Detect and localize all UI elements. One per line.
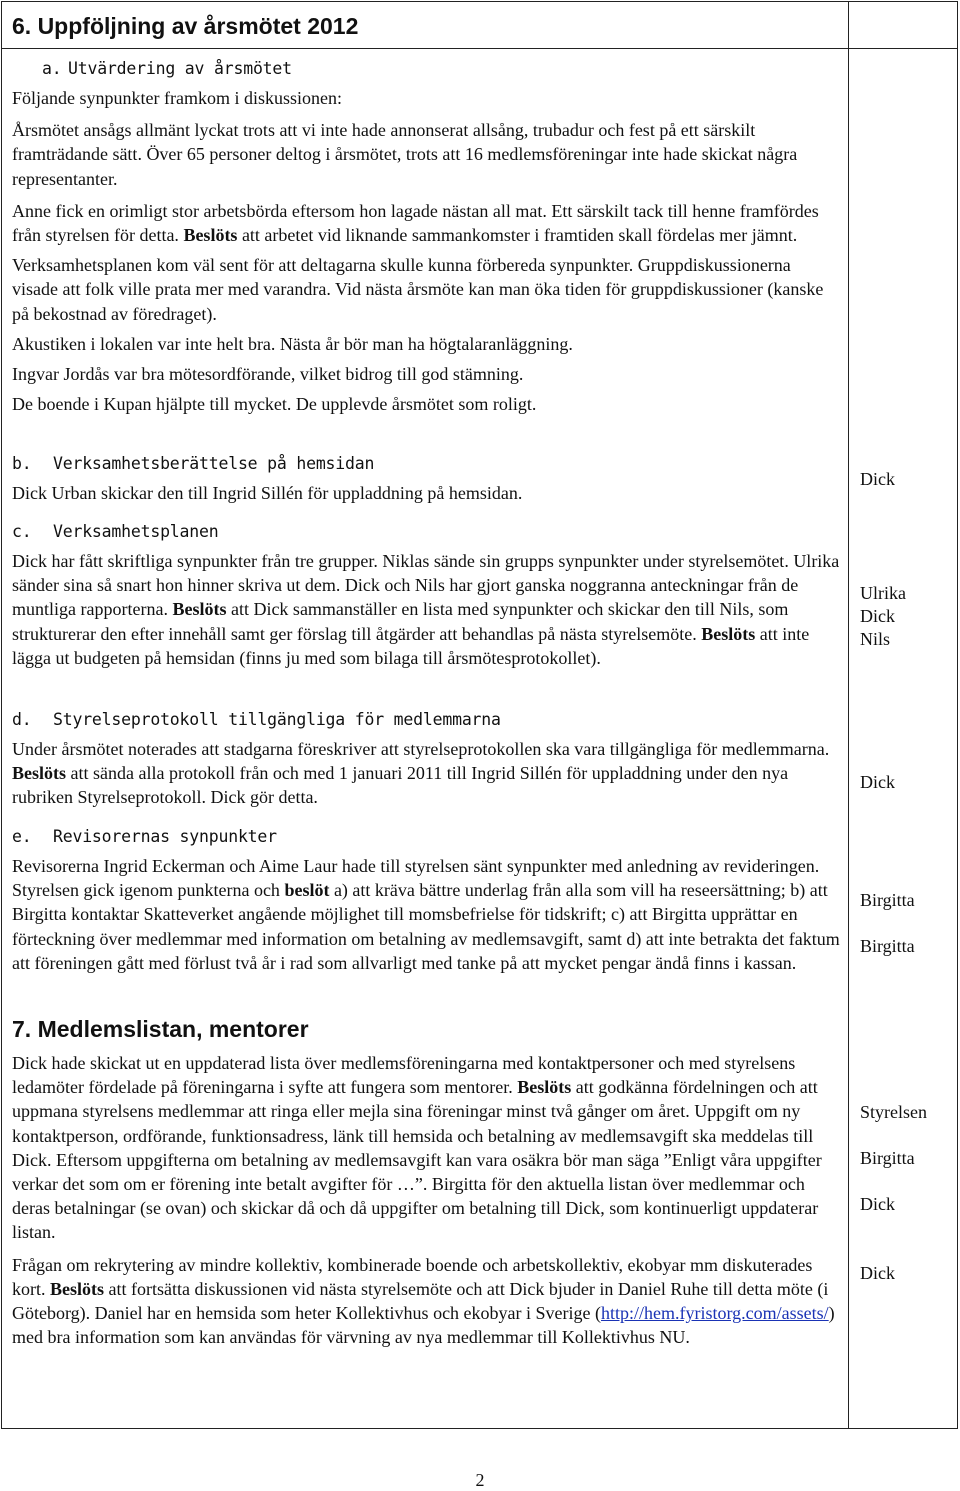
item-6c	[12, 521, 840, 670]
responsible-name: Dick	[860, 606, 895, 626]
item-6e-paragraph: Revisorerna Ingrid Eckerman och Aime Laur hade till styrelsen sänt synpunkter med anledning av revideringen. Styrelsen gick igenom punkterna och beslöt a) att kräva bättre underlag från alla som vill ha reseersättning; b) att Birgitta kontaktar Skatteverket angående möjlighet till momsbefrielse för tidskrift; c) att Birgitta upprättar en förteckning över medlemmar med information om betalning av medlemsavgift, samt d) att inte betrakta det faktum att föreningen gått med förlust två år i rad som allvarligt med tanke på att mycket pengar ändå finns i kassan.	[12, 856, 840, 973]
item-6c-heading: c. Verksamhetsplanen	[12, 522, 219, 541]
responsible-name: Birgitta	[860, 936, 915, 956]
column-divider	[848, 2, 849, 1428]
item-6a-paragraph: Årsmötet ansågs allmänt lyckat trots att vi inte hade annonserat allsång, trubadur och fest på ett särskilt framträdande sätt. Över 65 personer deltog i årsmötet, trots att 16 medlemsföreningar inte hade skickat några representanter.	[12, 120, 798, 189]
page-number: 2	[475, 1470, 485, 1490]
section-7-paragraph: Dick hade skickat ut en uppdaterad lista över medlemsföreningarna med kontaktpersoner och med styrelsens ledamöter fördelade på föreningarna i syfte att fungera som mentorer. Beslöts att godkänna fördelningen och att uppmana styrelsens medlemmar att ringa eller mejla sina föreningar minst två gånger om året. Uppgift om ny kontaktperson, ordförande, funktionsadress, länk till hemsida och betalning av medlemsavgift ska meddelas till Dick. Eftersom uppgifterna om betalning av medlemsavgift kan vara osäkra bör man säga ”Enligt våra uppgifter verkar det som om er förening inte betalt avgifter för …”. Birgitta för den aktuella listan över medlemmar och deras betalningar (se ovan) och skickar då och då uppgifter om betalning till Dick, som kontinuerligt uppdaterar listan.	[12, 1053, 822, 1243]
item-6e-heading: e. Revisorernas synpunkter	[12, 827, 277, 846]
item-6d	[12, 709, 840, 810]
section-7-title: 7. Medlemslistan, mentorer	[12, 1016, 309, 1042]
responsible-name: Dick	[860, 1263, 895, 1283]
responsible-name: Styrelsen	[860, 1102, 927, 1122]
responsible-name: Birgitta	[860, 890, 915, 910]
item-6a-paragraph: De boende i Kupan hjälpte till mycket. De upplevde årsmötet som roligt.	[12, 394, 537, 415]
header-row-divider	[2, 48, 957, 49]
item-6e-responsible	[860, 889, 955, 958]
item-6a-paragraph: Verksamhetsplanen kom väl sent för att deltagarna skulle kunna förbereda synpunkter. Gruppdiskussionerna visade att folk ville prata mer med varandra. Vid nästa årsmöte kan man öka tiden för gruppdiskussioner (kanske på bekostnad av föredraget).	[12, 255, 824, 324]
item-6b-paragraph: Dick Urban skickar den till Ingrid Sillén för uppladdning på hemsidan.	[12, 483, 523, 503]
item-6d-paragraph: Under årsmötet noterades att stadgarna föreskriver att styrelseprotokollen ska vara tillgängliga för medlemmarna. Beslöts att sända alla protokoll från och med 1 januari 2011 till Ingrid Sillén för uppladdning under den nya rubriken Styrelseprotokoll. Dick gör detta.	[12, 739, 830, 808]
item-6b-responsible: Dick	[860, 469, 895, 489]
responsible-name: Ulrika	[860, 583, 906, 603]
section-7	[12, 1015, 840, 1349]
section-6-title: 6. Uppföljning av årsmötet 2012	[12, 13, 359, 39]
responsible-name: Dick	[860, 1194, 895, 1214]
item-6a-paragraph: Anne fick en orimligt stor arbetsbörda eftersom hon lagade nästan all mat. Ett särskilt tack till henne framfördes från styrelsen för detta. Beslöts att arbetet vid liknande sammankomster i framtiden skall fördelas mer jämnt.	[12, 200, 819, 246]
section-7-paragraph: Frågan om rekrytering av mindre kollektiv, kombinerade boende och arbetskollektiv, ekobyar mm diskuterades kort. Beslöts att fortsätta diskussionen vid nästa styrelsemöte och att Dick bjuder in Daniel Ruhe till detta möte (i Göteborg). Daniel har en hemsida som heter Kollektivhus och ekobyar i Sverige (http://hem.fyristorg.com/assets/) med bra information som kan användas för värvning av nya medlemmar till Kollektivhus NU.	[12, 1254, 835, 1348]
section-7-responsible	[860, 1101, 955, 1285]
item-6d-heading: d. Styrelseprotokoll tillgängliga för medlemmarna	[12, 710, 501, 729]
item-6a	[12, 58, 840, 416]
item-6c-paragraph: Dick har fått skriftliga synpunkter från tre grupper. Niklas sände sin grupps synpunkter under styrelsemötet. Ulrika sänder sina så snart hon hinner skriva ut dem. Dick och Nils har gjort ganska noggranna anteckningar från de muntliga rapporterna. Beslöts att Dick sammanställer en lista med synpunkter och skickar den till Nils, som strukturerar den efter innehåll samt ger förslag till åtgärder att behandlas på nästa styrelsemöte. Beslöts att inte lägga ut budgeten på hemsidan (finns ju med som bilaga till årsmötesprotokollet).	[12, 551, 840, 668]
responsible-name: Birgitta	[860, 1148, 915, 1168]
assets-link[interactable]: http://hem.fyristorg.com/assets/	[601, 1303, 829, 1324]
minutes-table	[1, 1, 958, 1429]
item-6b	[12, 453, 840, 505]
item-6d-responsible: Dick	[860, 772, 895, 792]
item-6c-responsible	[860, 582, 955, 651]
item-6a-heading: a. Utvärdering av årsmötet	[42, 59, 292, 78]
item-6a-paragraph: Ingvar Jordås var bra mötesordförande, vilket bidrog till god stämning.	[12, 364, 524, 385]
responsible-name: Nils	[860, 629, 891, 649]
item-6a-intro: Följande synpunkter framkom i diskussionen:	[12, 88, 342, 108]
item-6b-heading: b. Verksamhetsberättelse på hemsidan	[12, 454, 375, 473]
item-6a-paragraph: Akustiken i lokalen var inte helt bra. Nästa år bör man ha högtalaranläggning.	[12, 333, 573, 354]
item-6e	[12, 826, 840, 975]
